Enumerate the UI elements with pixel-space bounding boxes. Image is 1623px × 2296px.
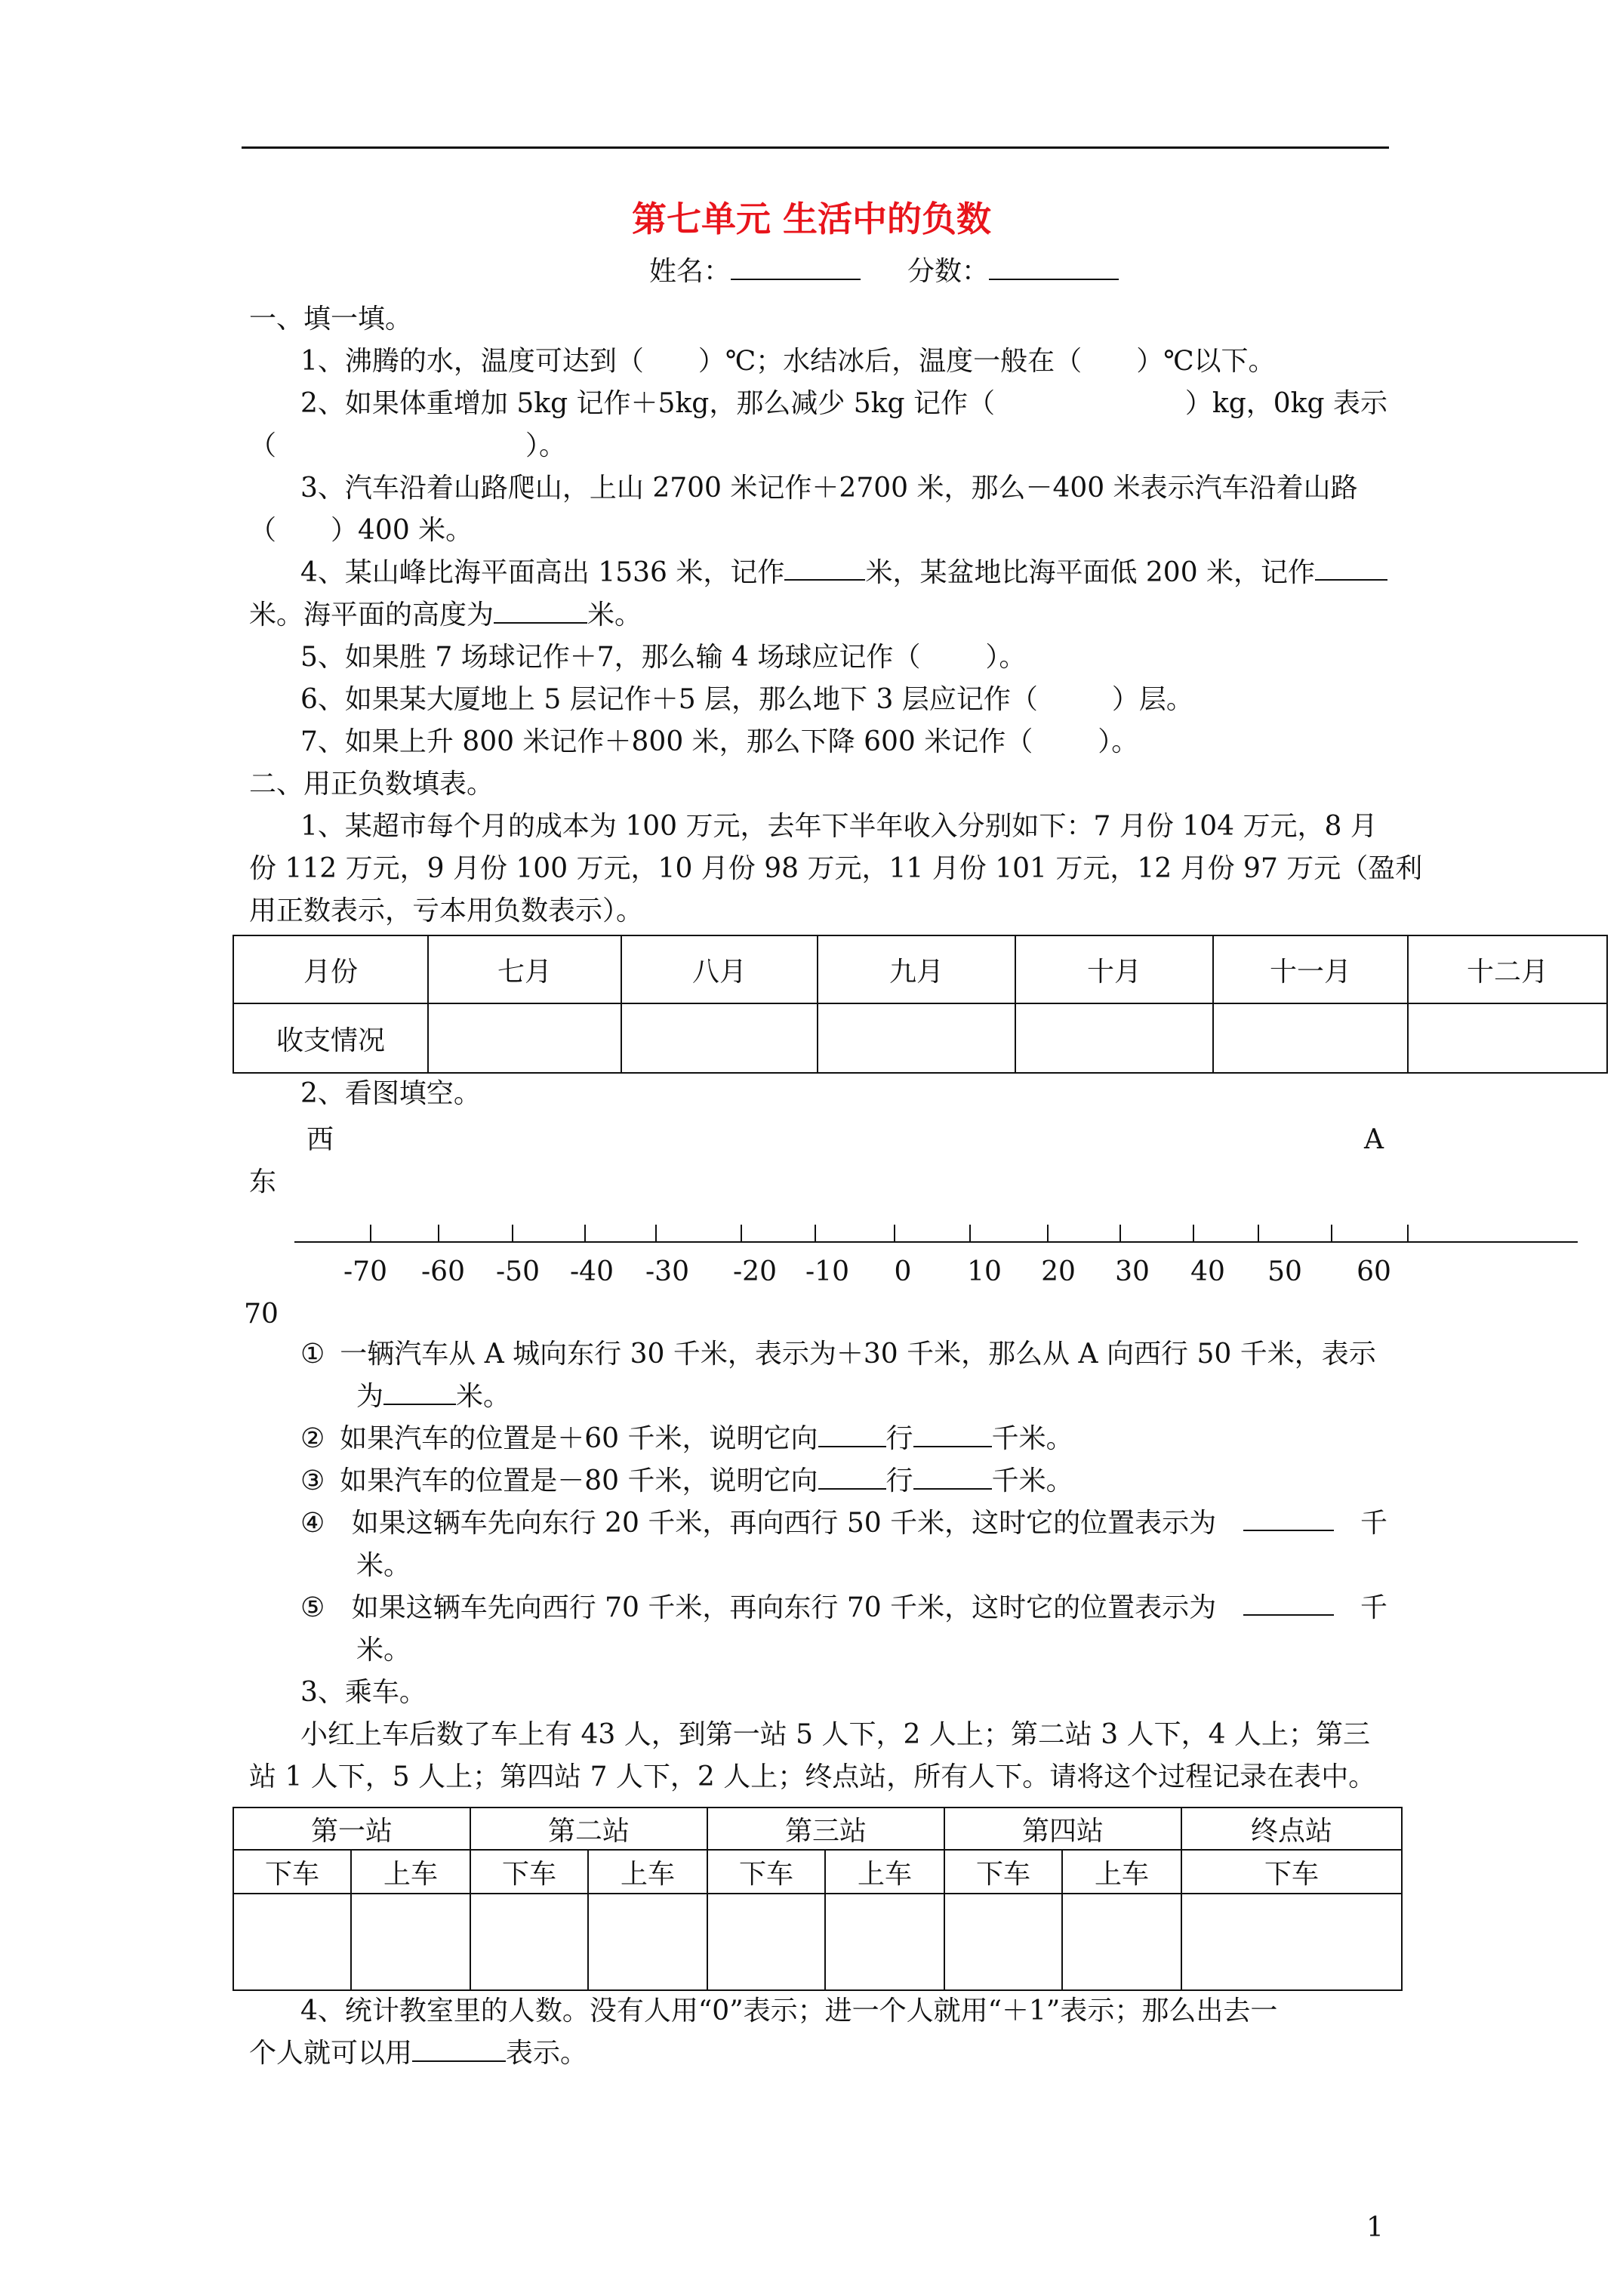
item-2-blank-dir[interactable]: [818, 1423, 886, 1447]
table-header: 八月: [621, 935, 818, 1003]
axis-tick-label: 70: [244, 1299, 279, 1330]
s2-heading: 2、看图填空。: [300, 1078, 481, 1109]
row-label: 收支情况: [233, 1003, 428, 1073]
axis-tick: [655, 1225, 657, 1243]
axis-tick: [1407, 1225, 1409, 1243]
answer-cell[interactable]: [707, 1894, 825, 1990]
item-5-blank[interactable]: [1243, 1592, 1334, 1616]
page-title: 第七单元 生活中的负数: [631, 199, 991, 239]
axis-tick: [1047, 1225, 1049, 1243]
axis-tick: [894, 1225, 895, 1243]
score-label: 分数：: [907, 256, 990, 287]
q3-line2: （ ）400 米。: [249, 515, 473, 546]
income-header-row: [233, 935, 1607, 1003]
on-header: 上车: [825, 1850, 944, 1894]
on-header: 上车: [588, 1850, 707, 1894]
answer-cell[interactable]: [1213, 1003, 1408, 1073]
table-header: 十二月: [1408, 935, 1607, 1003]
axis-tick: [741, 1225, 742, 1243]
answer-cell[interactable]: [233, 1894, 351, 1990]
answer-cell[interactable]: [1408, 1003, 1607, 1073]
answer-cell[interactable]: [818, 1003, 1015, 1073]
part2-heading: 二、用正负数填表。: [249, 769, 494, 800]
axis-tick: [969, 1225, 971, 1243]
name-field[interactable]: [649, 255, 1119, 288]
answer-cell[interactable]: [470, 1894, 588, 1990]
table-header: 七月: [428, 935, 621, 1003]
q2-line1: 2、如果体重增加 5kg 记作＋5kg，那么减少 5kg 记作（ ）kg，0kg 表示: [300, 388, 1387, 419]
axis-tick: [370, 1225, 371, 1243]
axis-tick: [1119, 1225, 1121, 1243]
point-a-label: A: [1364, 1124, 1384, 1155]
station-header: 终点站: [1181, 1808, 1402, 1850]
q6: 6、如果某大厦地上 5 层记作＋5 层，那么地下 3 层应记作（ ）层。: [300, 684, 1193, 715]
on-off-row: [233, 1850, 1402, 1894]
axis-tick-label: 60: [1357, 1256, 1391, 1287]
table-header: 九月: [818, 935, 1015, 1003]
item-4-line1: ④ 如果这辆车先向东行 20 千米，再向西行 50 千米，这时它的位置表示为 千: [300, 1508, 1387, 1539]
table-header: 月份: [233, 935, 428, 1003]
axis-tick-label: -30: [645, 1256, 689, 1287]
q2-line2: （ ）。: [249, 430, 567, 461]
answer-cell[interactable]: [1015, 1003, 1213, 1073]
header-rule: [242, 146, 1389, 149]
s1-line3: 用正数表示，亏本用负数表示）。: [249, 895, 644, 926]
answer-cell[interactable]: [351, 1894, 470, 1990]
off-header: 下车: [1181, 1850, 1402, 1894]
axis-tick: [1331, 1225, 1332, 1243]
axis-tick-label: 0: [894, 1256, 912, 1287]
axis-tick-label: 40: [1190, 1256, 1225, 1287]
table-header: 十月: [1015, 935, 1213, 1003]
s3-line2: 站 1 人下，5 人上；第四站 7 人下，2 人上；终点站，所有人下。请将这个过程记录在表中。: [249, 1761, 1376, 1792]
off-header: 下车: [233, 1850, 351, 1894]
s4-line2: 个人就可以用 表示。: [249, 2038, 588, 2069]
axis-tick: [1258, 1225, 1259, 1243]
score-blank[interactable]: [989, 256, 1119, 280]
station-header: 第一站: [233, 1808, 470, 1850]
s3-heading: 3、乘车。: [300, 1677, 427, 1708]
east-label: 东: [249, 1166, 277, 1197]
item-5-line2: 米。: [356, 1635, 411, 1666]
station-header: 第二站: [470, 1808, 707, 1850]
q3-line1: 3、汽车沿着山路爬山，上山 2700 米记作＋2700 米，那么－400 米表示汽车沿着山路: [300, 473, 1358, 504]
station-row: [233, 1808, 1402, 1850]
answer-cell[interactable]: [944, 1894, 1062, 1990]
axis-tick: [1193, 1225, 1194, 1243]
axis-tick-label: 30: [1115, 1256, 1150, 1287]
off-header: 下车: [944, 1850, 1062, 1894]
q4-blank-1[interactable]: [784, 556, 865, 581]
axis-tick-label: -50: [496, 1256, 540, 1287]
q4-line2: 米。海平面的高度为 米。: [249, 599, 642, 630]
bus-answer-row: [233, 1894, 1402, 1990]
axis-tick-label: 20: [1041, 1256, 1076, 1287]
station-header: 第三站: [707, 1808, 944, 1850]
q7: 7、如果上升 800 米记作＋800 米，那么下降 600 米记作（ ）。: [300, 726, 1139, 757]
s1-line1: 1、某超市每个月的成本为 100 万元，去年下半年收入分别如下：7 月份 104 万元，8 月: [300, 811, 1378, 842]
item-3-blank-km[interactable]: [913, 1465, 992, 1490]
answer-cell[interactable]: [1062, 1894, 1181, 1990]
axis-tick-label: -10: [805, 1256, 849, 1287]
off-header: 下车: [707, 1850, 825, 1894]
axis-tick-label: 50: [1267, 1256, 1302, 1287]
q4-blank-3[interactable]: [494, 599, 587, 624]
s4-blank[interactable]: [412, 2038, 506, 2062]
answer-cell[interactable]: [825, 1894, 944, 1990]
q1: 1、沸腾的水，温度可达到（ ）℃；水结冰后，温度一般在（ ）℃以下。: [300, 346, 1276, 377]
item-1-line2: 为 米。: [356, 1381, 511, 1412]
answer-cell[interactable]: [621, 1003, 818, 1073]
answer-cell[interactable]: [588, 1894, 707, 1990]
item-2: ② 如果汽车的位置是＋60 千米，说明它向 行 千米。: [300, 1423, 1073, 1454]
west-label: 西: [306, 1124, 334, 1155]
income-table: [233, 935, 1608, 1074]
axis-tick: [512, 1225, 513, 1243]
item-1-blank[interactable]: [383, 1381, 456, 1405]
on-header: 上车: [1062, 1850, 1181, 1894]
item-1-line1: ① 一辆汽车从 A 城向东行 30 千米，表示为＋30 千米，那么从 A 向西行 50 千米，表示: [300, 1339, 1376, 1370]
item-3: ③ 如果汽车的位置是－80 千米，说明它向 行 千米。: [300, 1465, 1073, 1496]
table-header: 十一月: [1213, 935, 1408, 1003]
axis-tick-label: -40: [570, 1256, 614, 1287]
axis-tick: [584, 1225, 586, 1243]
page-number: 1: [1366, 2212, 1384, 2243]
name-label: 姓名：: [649, 256, 731, 287]
axis-tick-label: 10: [967, 1256, 1002, 1287]
axis-tick-label: -20: [733, 1256, 777, 1287]
q4-blank-2[interactable]: [1315, 556, 1387, 581]
axis-tick: [815, 1225, 816, 1243]
answer-cell[interactable]: [428, 1003, 621, 1073]
number-line: [294, 1241, 1578, 1243]
s1-line2: 份 112 万元，9 月份 100 万元，10 月份 98 万元，11 月份 101 万元，12 月份 97 万元（盈利: [249, 853, 1423, 884]
item-4-line2: 米。: [356, 1550, 411, 1581]
name-blank[interactable]: [731, 256, 861, 280]
q5: 5、如果胜 7 场球记作＋7，那么输 4 场球应记作（ ）。: [300, 642, 1027, 673]
off-header: 下车: [470, 1850, 588, 1894]
on-header: 上车: [351, 1850, 470, 1894]
item-4-blank[interactable]: [1243, 1507, 1334, 1531]
s4-line1: 4、统计教室里的人数。没有人用“0”表示；进一个人就用“＋1”表示；那么出去一: [300, 1996, 1278, 2026]
item-5-line1: ⑤ 如果这辆车先向西行 70 千米，再向东行 70 千米，这时它的位置表示为 千: [300, 1592, 1387, 1623]
axis-tick: [438, 1225, 439, 1243]
item-2-blank-km[interactable]: [913, 1423, 992, 1447]
item-3-blank-dir[interactable]: [818, 1465, 886, 1490]
axis-tick-label: -60: [421, 1256, 465, 1287]
axis-tick-label: -70: [343, 1256, 387, 1287]
q4-line1: 4、某山峰比海平面高出 1536 米，记作 米，某盆地比海平面低 200 米，记作: [300, 556, 1387, 590]
s3-line1: 小红上车后数了车上有 43 人，到第一站 5 人下，2 人上；第二站 3 人下，4 人上；第三: [300, 1719, 1370, 1750]
income-answer-row: [233, 1003, 1607, 1073]
station-header: 第四站: [944, 1808, 1181, 1850]
part1-heading: 一、填一填。: [249, 304, 413, 334]
answer-cell[interactable]: [1181, 1894, 1402, 1990]
bus-table: [233, 1807, 1403, 1991]
